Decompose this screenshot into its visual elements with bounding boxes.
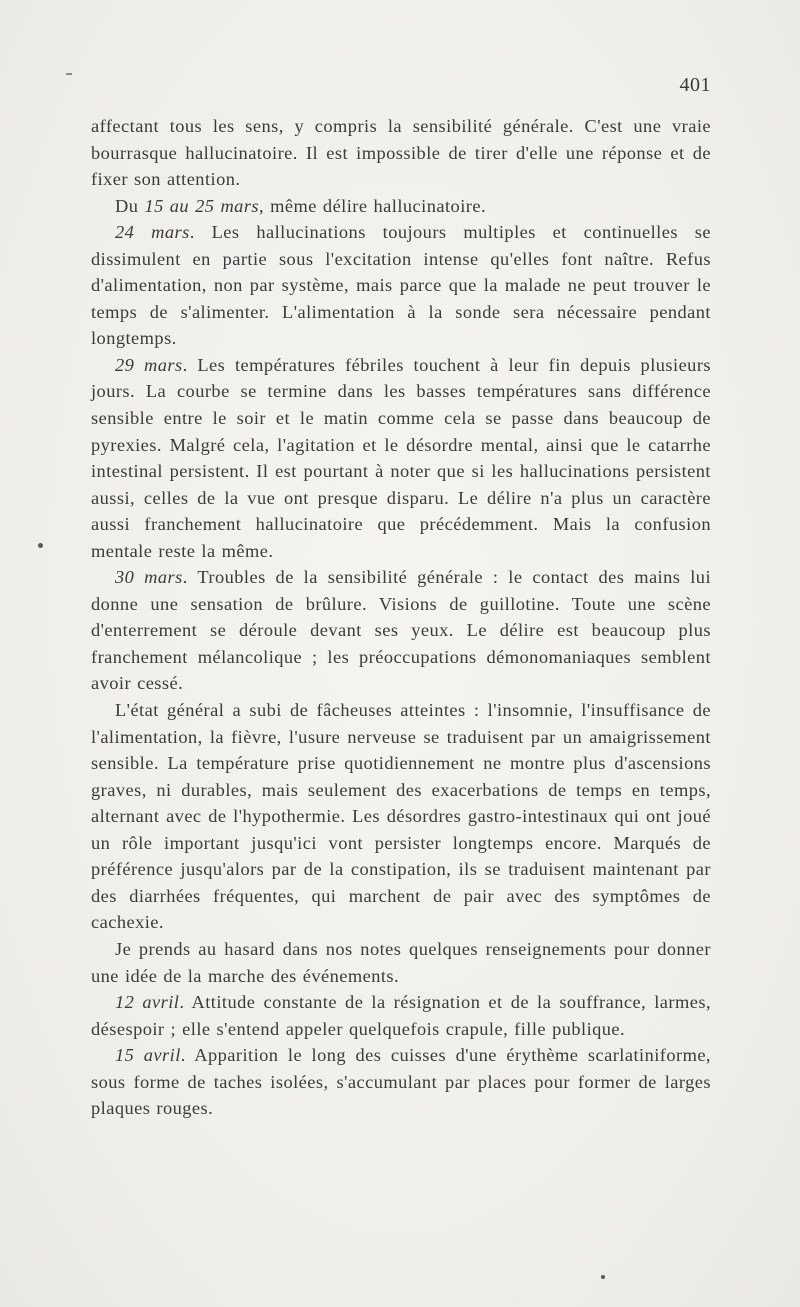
paragraph-3 [91,219,711,352]
paragraph-text: L'état général a subi de fâcheuses atteintes : l'insomnie, l'insuffisance de l'alimentation, la fièvre, l'usure nerveuse se traduisent par un amaigrissement sensible. La température prise quotidiennement ne montre plus d'ascensions graves, ni durables, mais seulement des exacerbations de temps en temps, alternant avec de l'hypothermie. Les désordres gastro-intestinaux qui ont joué un rôle important jusqu'ici vont persister longtemps encore. Marqués de préférence jusqu'alors par de la constipation, ils se traduisent maintenant par des diarrhées fréquentes, qui marchent de pair avec des symptômes de cachexie. [91,700,711,933]
paragraph-9 [91,1042,711,1122]
paragraph-text: . Les températures fébriles touchent à leur fin depuis plusieurs jours. La courbe se termine dans les basses températures sans différence sensible entre le soir et le matin comme cela se passe dans beaucoup de pyrexies. Malgré cela, l'agitation et le désordre mental, ainsi que le catarrhe intestinal persistent. Il est pourtant à noter que si les hallucinations persistent aussi, celles de la vue ont presque disparu. Le délire n'a plus un caractère aussi franchement hallucinatoire que précédemment. Mais la confusion mentale reste la même. [91,354,712,561]
date-label: 29 mars [115,354,183,375]
body-text [91,113,711,1122]
scan-speck [66,73,72,75]
paragraph-text: Je prends au hasard dans nos notes quelques renseignements pour donner une idée de la marche des événements. [91,938,711,986]
paragraph-5 [91,564,711,697]
paragraph-4 [91,352,711,564]
paragraph-text: . Apparition le long des cuisses d'une érythème scarlatiniforme, sous forme de taches isolées, s'accumulant par places pour former de larges plaques rouges. [91,1045,711,1119]
paragraph-2 [91,193,711,220]
date-label: 15 avril [115,1045,181,1066]
paragraph-text: . Les hallucinations toujours multiples et continuelles se dissimulent en partie sous l'excitation intense qu'elles font naître. Refus d'alimentation, non par système, mais parce que la malade ne peut trouver le temps de s'alimenter. L'alimentation à la sonde sera nécessaire pendant longtemps. [91,222,711,349]
paragraph-6 [91,697,711,936]
paragraph-8 [91,989,711,1042]
paragraph-prefix: Du [115,195,145,216]
date-label: 24 mars [115,222,190,243]
paragraph-1 [91,113,711,193]
paragraph-text: . Troubles de la sensibilité générale : le contact des mains lui donne une sensation de brûlure. Visions de guillotine. Toute une scène d'enterrement se déroule devant ses yeux. Le délire est beaucoup plus franchement mélancolique ; les préoccupations démonomaniaques semblent avoir cessé. [91,567,712,694]
scan-speck [38,543,43,548]
date-label: 15 au 25 mars [144,195,260,216]
scan-speck [601,1275,605,1279]
date-label: 12 avril [115,992,180,1013]
paragraph-text: . Attitude constante de la résignation et de la souffrance, larmes, désespoir ; elle s'entend appeler quelquefois crapule, fille publique. [91,992,711,1039]
paragraph-text: affectant tous les sens, y compris la sensibilité générale. C'est une vraie bourrasque hallucinatoire. Il est impossible de tirer d'elle une réponse et de fixer son attention. [91,116,711,190]
paragraph-7 [91,936,711,989]
page-number: 401 [679,74,711,96]
date-label: 30 mars [115,567,183,588]
paragraph-text: , même délire hallucinatoire. [259,195,486,216]
